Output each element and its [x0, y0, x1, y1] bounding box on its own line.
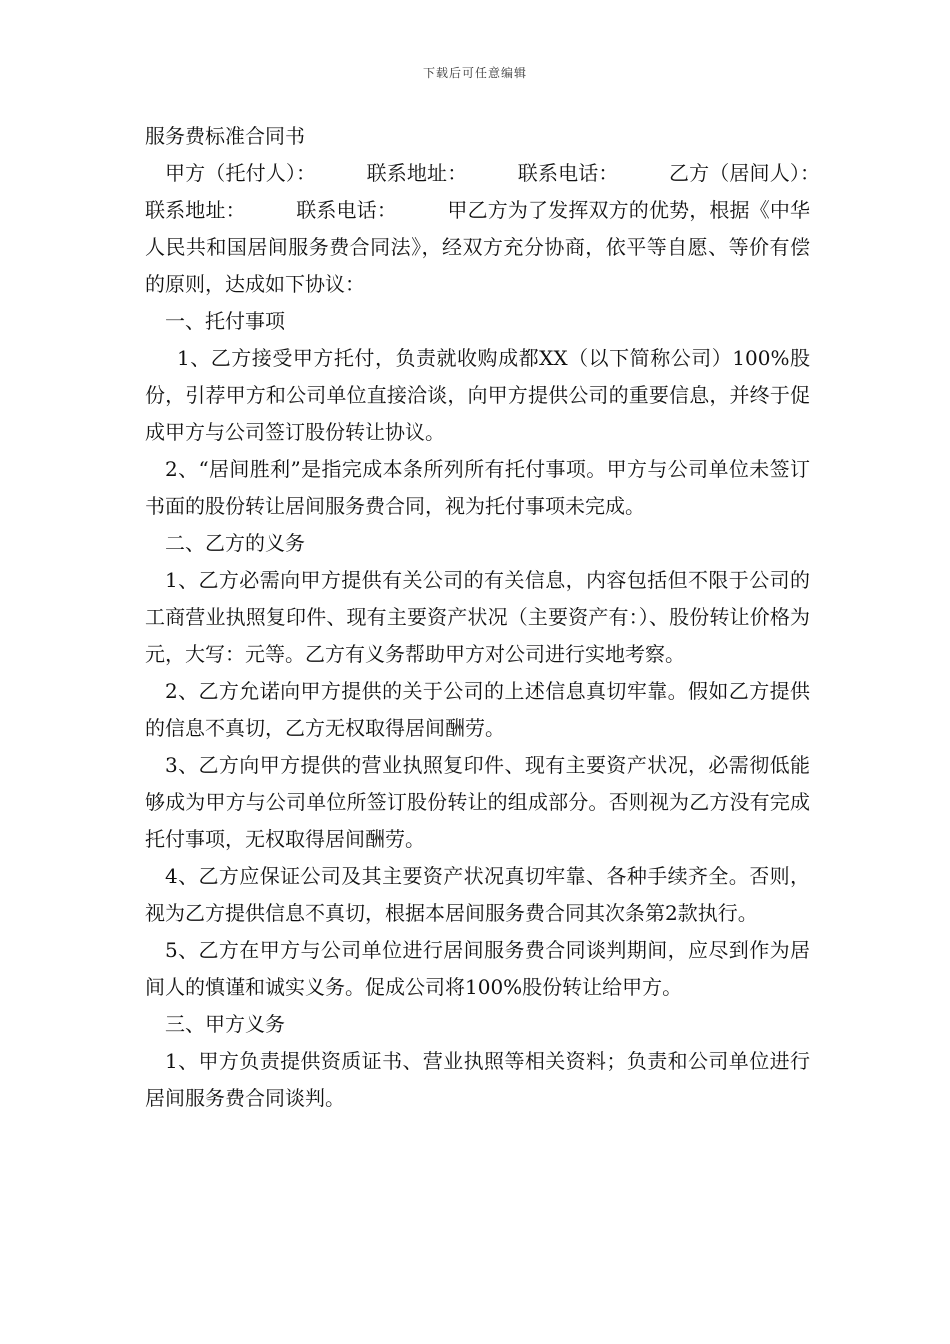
contract-body: [145, 118, 870, 1117]
section-1-item-2: 2、“居间胜利”是指完成本条所列所有托付事项。甲方与公司单位未签订书面的股份转让居间服务费合同，视为托付事项未完成。: [145, 457, 810, 518]
section-3-heading: 三、甲方义务: [165, 1012, 285, 1036]
section-1-heading: 一、托付事项: [165, 309, 285, 333]
section-3-item-1: 1、甲方负责提供资质证书、营业执照等相关资料；负责和公司单位进行居间服务费合同谈判。: [145, 1049, 810, 1110]
section-2-item-3: 3、乙方向甲方提供的营业执照复印件、现有主要资产状况，必需彻低能够成为甲方与公司单位所签订股份转让的组成部分。否则视为乙方没有完成托付事项，无权取得居间酬劳。: [145, 753, 810, 851]
document-title: 服务费标准合同书: [145, 124, 305, 148]
section-2-item-5: 5、乙方在甲方与公司单位进行居间服务费合同谈判期间，应尽到作为居间人的慎谨和诚实义务。促成公司将100%股份转让给甲方。: [145, 938, 810, 999]
section-2-item-4: 4、乙方应保证公司及其主要资产状况真切牢靠、各种手续齐全。否则，视为乙方提供信息不真切，根据本居间服务费合同其次条第2款执行。: [145, 864, 810, 925]
section-2-item-1: 1、乙方必需向甲方提供有关公司的有关信息，内容包括但不限于公司的工商营业执照复印件、现有主要资产状况（主要资产有：）、股份转让价格为元，大写：元等。乙方有义务帮助甲方对公司进行实地考察。: [145, 568, 810, 666]
parties-paragraph: 甲方（托付人）： 联系地址： 联系电话： 乙方（居间人）： 联系地址： 联系电话： 甲乙方为了发挥双方的优势，根据《中华人民共和国居间服务费合同法》，经双方充分协商，依平等自愿、等价有偿的原则，达成如下协议：: [145, 161, 870, 296]
section-2-heading: 二、乙方的义务: [165, 531, 305, 555]
section-2-item-2: 2、乙方允诺向甲方提供的关于公司的上述信息真切牢靠。假如乙方提供的信息不真切，乙方无权取得居间酬劳。: [145, 679, 810, 740]
page-header-note: 下载后可任意编辑: [422, 66, 527, 80]
section-1-item-1: 1、乙方接受甲方托付，负责就收购成都XX（以下简称公司）100%股份，引荐甲方和公司单位直接洽谈，向甲方提供公司的重要信息，并终于促成甲方与公司签订股份转让协议。: [145, 346, 810, 444]
